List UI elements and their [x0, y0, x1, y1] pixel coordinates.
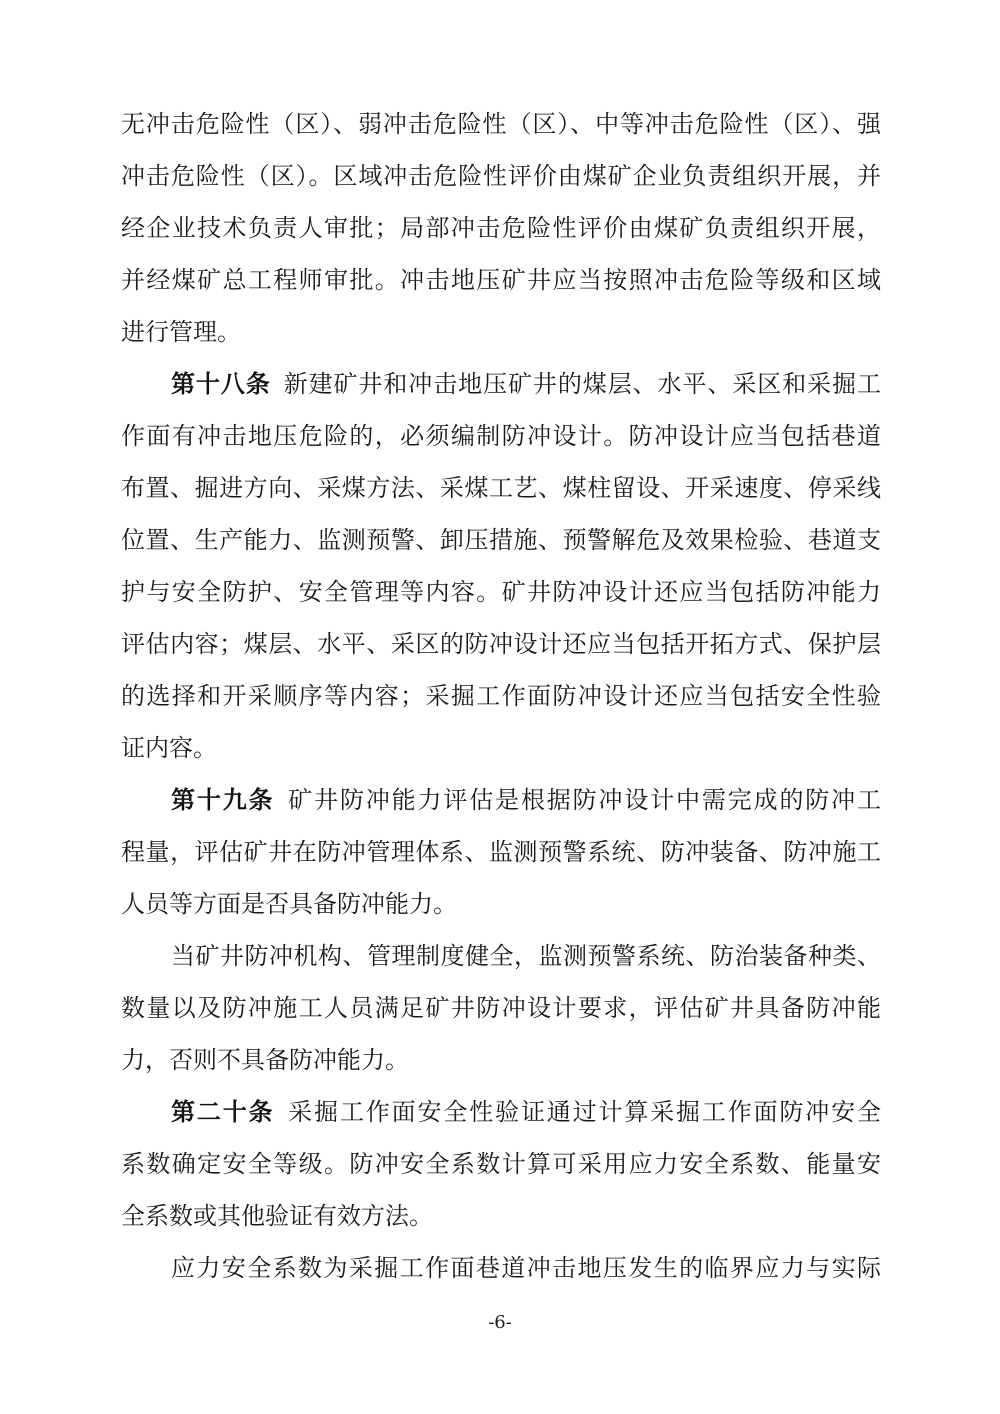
article-18-first-line: [171, 364, 881, 404]
body-text-line: 护与安全防护、安全管理等内容。矿井防冲设计还应当包括防冲能力: [121, 578, 881, 606]
body-text-line: 当矿井防冲机构、管理制度健全，监测预警系统、防治装备种类、: [171, 942, 881, 970]
article-18-heading: 第十八条: [171, 370, 271, 398]
body-text-line: 全系数或其他验证有效方法。: [121, 1202, 433, 1230]
article-20-heading: 第二十条: [171, 1098, 275, 1126]
article-19-first-line: [171, 780, 881, 820]
body-text-line: 的选择和开采顺序等内容；采掘工作面防冲设计还应当包括安全性验: [121, 682, 881, 710]
body-text-line: 人员等方面是否具备防冲能力。: [121, 890, 457, 918]
body-text-line: 布置、掘进方向、采煤方法、采煤工艺、煤柱留设、开采速度、停采线: [121, 474, 881, 502]
article-20-first-line: [171, 1092, 881, 1132]
page-number: -6-: [488, 1312, 512, 1333]
body-text-line: 作面有冲击地压危险的，必须编制防冲设计。防冲设计应当包括巷道: [121, 422, 881, 450]
body-text-line: 进行管理。: [121, 318, 241, 346]
body-text-line: 力，否则不具备防冲能力。: [121, 1046, 409, 1074]
body-text-line: 数量以及防冲施工人员满足矿井防冲设计要求，评估矿井具备防冲能: [121, 994, 881, 1022]
body-text-line: 系数确定安全等级。防冲安全系数计算可采用应力安全系数、能量安: [121, 1150, 881, 1178]
body-text-line: 冲击危险性（区）。区域冲击危险性评价由煤矿企业负责组织开展，并: [121, 162, 881, 190]
body-text-span: 采掘工作面安全性验证通过计算采掘工作面防冲安全: [286, 1098, 882, 1126]
body-text-span: 矿井防冲能力评估是根据防冲设计中需完成的防冲工: [286, 786, 882, 814]
article-19-heading: 第十九条: [171, 786, 275, 814]
body-text-line: 经企业技术负责人审批；局部冲击危险性评价由煤矿负责组织开展，: [121, 214, 881, 242]
body-text-line: 位置、生产能力、监测预警、卸压措施、预警解危及效果检验、巷道支: [121, 526, 881, 554]
body-text-line: 并经煤矿总工程师审批。冲击地压矿井应当按照冲击危险等级和区域: [121, 266, 881, 294]
body-text-line: 应力安全系数为采掘工作面巷道冲击地压发生的临界应力与实际: [171, 1254, 881, 1282]
body-text-line: 程量，评估矿井在防冲管理体系、监测预警系统、防冲装备、防冲施工: [121, 838, 881, 866]
body-text-line: 证内容。: [121, 734, 217, 762]
body-text-span: 新建矿井和冲击地压矿井的煤层、水平、采区和采掘工: [282, 370, 882, 398]
body-text-line: 评估内容；煤层、水平、采区的防冲设计还应当包括开拓方式、保护层: [121, 630, 881, 658]
body-text-line: 无冲击危险性（区）、弱冲击危险性（区）、中等冲击危险性（区）、强: [121, 110, 881, 138]
